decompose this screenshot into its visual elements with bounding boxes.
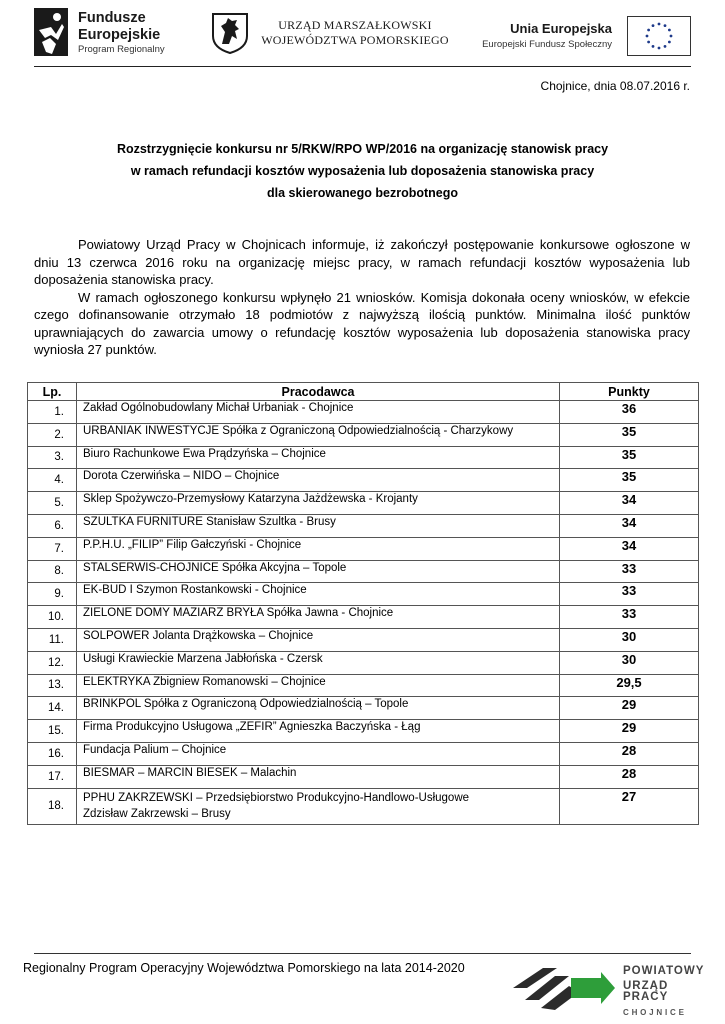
cell-points: 30 — [560, 628, 699, 651]
cell-lp: 1. — [28, 401, 77, 424]
employer-line-1: PPHU ZAKRZEWSKI – Przedsiębiorstwo Produkcyjno-Handlowo-Usługowe — [83, 791, 470, 804]
pup-logo-line1: POWIATOWY — [623, 965, 705, 977]
cell-employer — [77, 788, 560, 824]
paragraph-1: Powiatowy Urząd Pracy w Chojnicach informuje, iż zakończył postępowanie konkursowe ogłoszone w dniu 13 czerwca 2016 roku na organizację miejsc pracy, w ramach refundacji kosztów wyposażenia lub doposażenia stanowiska pracy. — [34, 237, 690, 287]
cell-lp: 17. — [28, 765, 77, 788]
table-row — [28, 446, 699, 469]
cell-points: 35 — [560, 423, 699, 446]
pomorskie-logo-line2: WOJEWÓDZTWA POMORSKIEGO — [261, 33, 449, 47]
cell-employer: Zakład Ogólnobudowlany Michał Urbaniak - Chojnice — [77, 401, 560, 424]
cell-points: 29 — [560, 720, 699, 743]
eu-star-icon — [668, 41, 671, 44]
table-row — [28, 514, 699, 537]
cell-employer: P.P.H.U. „FILIP” Filip Gałczyński - Chojnice — [77, 537, 560, 560]
cell-lp: 6. — [28, 514, 77, 537]
employer-line-2: Zdzisław Zakrzewski – Brusy — [83, 807, 231, 820]
fe-star-icon — [34, 8, 74, 56]
eu-star-icon — [668, 29, 671, 32]
griffin-crest-icon — [210, 12, 250, 54]
cell-lp: 5. — [28, 492, 77, 515]
eu-star-icon — [647, 29, 650, 32]
pup-logo-line2: URZĄD PRACY — [623, 979, 669, 1003]
header-divider — [34, 66, 691, 67]
cell-points: 33 — [560, 583, 699, 606]
eu-star-icon — [647, 41, 650, 44]
fe-logo-line2: Europejskie — [78, 26, 161, 43]
cell-points: 29 — [560, 697, 699, 720]
cell-points: 36 — [560, 401, 699, 424]
cell-points: 33 — [560, 606, 699, 629]
cell-points: 34 — [560, 537, 699, 560]
pup-arrows-icon — [505, 960, 617, 1012]
cell-points: 27 — [560, 788, 699, 824]
cell-lp: 4. — [28, 469, 77, 492]
cell-employer: ZIELONE DOMY MAZIARZ BRYŁA Spółka Jawna - Chojnice — [77, 606, 560, 629]
cell-employer: EK-BUD I Szymon Rostankowski - Chojnice — [77, 583, 560, 606]
footer-divider — [34, 953, 691, 954]
cell-lp: 13. — [28, 674, 77, 697]
powiatowy-urzad-pracy-logo — [505, 960, 705, 1017]
cell-employer: Fundacja Palium – Chojnice — [77, 742, 560, 765]
cell-employer: Dorota Czerwińska – NIDO – Chojnice — [77, 469, 560, 492]
results-table — [27, 382, 699, 825]
pomorskie-logo — [210, 12, 450, 56]
cell-employer: STALSERWIS-CHOJNICE Spółka Akcyjna – Topole — [77, 560, 560, 583]
cell-points: 29,5 — [560, 674, 699, 697]
cell-employer: Biuro Rachunkowe Ewa Prądzyńska – Chojnice — [77, 446, 560, 469]
cell-lp: 14. — [28, 697, 77, 720]
eu-star-icon — [658, 47, 661, 50]
document-date: Chojnice, dnia 08.07.2016 r. — [540, 79, 690, 93]
table-row — [28, 628, 699, 651]
cell-lp: 9. — [28, 583, 77, 606]
cell-points: 34 — [560, 514, 699, 537]
table-header-row — [28, 383, 699, 401]
table-row — [28, 469, 699, 492]
fe-logo-line3: Program Regionalny — [78, 44, 165, 55]
eu-star-icon — [664, 24, 667, 27]
document-title — [50, 138, 675, 204]
table-row — [28, 651, 699, 674]
fundusze-europejskie-logo — [34, 8, 184, 58]
eu-star-icon — [658, 23, 661, 26]
unia-europejska-logo — [478, 16, 691, 56]
cell-points: 33 — [560, 560, 699, 583]
cell-employer: URBANIAK INWESTYCJE Spółka z Ograniczoną Odpowiedzialnością - Charzykowy — [77, 423, 560, 446]
cell-lp: 3. — [28, 446, 77, 469]
cell-points: 28 — [560, 765, 699, 788]
cell-employer: BRINKPOL Spółka z Ograniczoną Odpowiedzialnością – Topole — [77, 697, 560, 720]
cell-employer: Firma Produkcyjno Usługowa „ZEFIR” Agnieszka Baczyńska - Łąg — [77, 720, 560, 743]
eu-star-icon — [664, 45, 667, 48]
cell-employer: SOLPOWER Jolanta Drążkowska – Chojnice — [77, 628, 560, 651]
eu-star-icon — [652, 45, 655, 48]
eu-star-icon — [670, 35, 673, 38]
cell-points: 30 — [560, 651, 699, 674]
cell-employer: ELEKTRYKA Zbigniew Romanowski – Chojnice — [77, 674, 560, 697]
cell-lp: 16. — [28, 742, 77, 765]
cell-lp: 12. — [28, 651, 77, 674]
cell-employer: Sklep Spożywczo-Przemysłowy Katarzyna Jażdżewska - Krojanty — [77, 492, 560, 515]
pup-logo-line3: CHOJNICE — [623, 1007, 687, 1017]
table-row — [28, 606, 699, 629]
ue-logo-line1: Unia Europejska — [510, 21, 612, 36]
fe-logo-line1: Fundusze — [78, 10, 146, 26]
cell-employer: Usługi Krawieckie Marzena Jabłońska - Czersk — [77, 651, 560, 674]
table-row — [28, 583, 699, 606]
cell-employer: SZULTKA FURNITURE Stanisław Szultka - Brusy — [77, 514, 560, 537]
cell-points: 28 — [560, 742, 699, 765]
table-row — [28, 720, 699, 743]
header-employer: Pracodawca — [77, 383, 560, 401]
header-points: Punkty — [560, 383, 699, 401]
eu-star-icon — [652, 24, 655, 27]
eu-star-icon — [646, 35, 649, 38]
title-line-1: Rozstrzygnięcie konkursu nr 5/RKW/RPO WP/2016 na organizację stanowisk pracy — [116, 142, 609, 156]
cell-points: 35 — [560, 446, 699, 469]
title-line-2: w ramach refundacji kosztów wyposażenia lub doposażenia stanowiska pracy — [130, 164, 595, 178]
cell-lp: 10. — [28, 606, 77, 629]
paragraph-2: W ramach ogłoszonego konkursu wpłynęło 21 wniosków. Komisja dokonała oceny wniosków, w efekcie czego dofinansowanie otrzymało 18 podmiotów z najwyższą ilością punktów. Minimalna ilość punktów uprawniających do zawarcia umowy o refundację kosztów wyposażenia lub doposażenia stanowiska pracy wyniosła 27 punktów. — [34, 289, 690, 357]
pomorskie-logo-line1: URZĄD MARSZAŁKOWSKI — [278, 18, 432, 32]
eu-flag-icon — [627, 16, 691, 56]
cell-lp: 8. — [28, 560, 77, 583]
header-lp: Lp. — [28, 383, 77, 401]
cell-lp: 18. — [28, 788, 77, 824]
cell-points: 34 — [560, 492, 699, 515]
table-row — [28, 674, 699, 697]
table-row — [28, 788, 699, 824]
cell-lp: 15. — [28, 720, 77, 743]
cell-lp: 7. — [28, 537, 77, 560]
table-row — [28, 401, 699, 424]
table-row — [28, 492, 699, 515]
cell-lp: 2. — [28, 423, 77, 446]
ue-logo-line2: Europejski Fundusz Społeczny — [482, 39, 612, 50]
table-row — [28, 423, 699, 446]
table-row — [28, 697, 699, 720]
table-row — [28, 742, 699, 765]
body-text — [34, 236, 690, 359]
table-row — [28, 765, 699, 788]
title-line-3: dla skierowanego bezrobotnego — [267, 186, 458, 200]
cell-lp: 11. — [28, 628, 77, 651]
table-row — [28, 537, 699, 560]
cell-employer: BIESMAR – MARCIN BIESEK – Malachin — [77, 765, 560, 788]
footer-program-text: Regionalny Program Operacyjny Województwa Pomorskiego na lata 2014-2020 — [23, 961, 465, 975]
cell-points: 35 — [560, 469, 699, 492]
page-header — [0, 0, 725, 62]
table-row — [28, 560, 699, 583]
